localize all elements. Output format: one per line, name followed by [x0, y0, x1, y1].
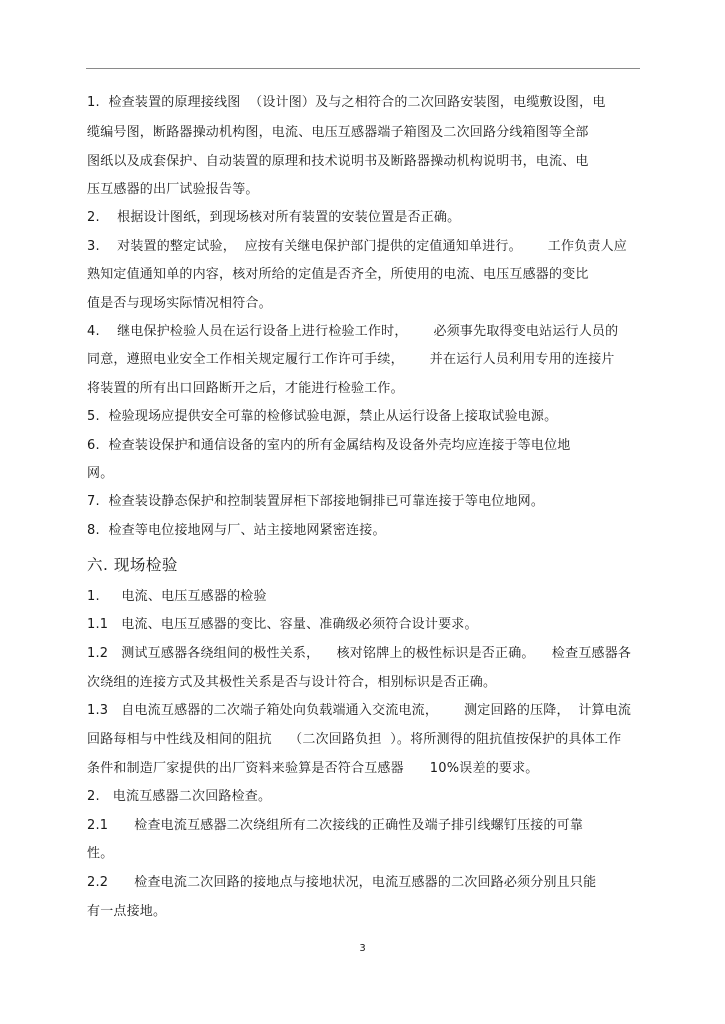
paragraph-line: 5. 检验现场应提供安全可靠的检修试验电源，禁止从运行设备上接取试验电源。: [87, 409, 558, 424]
paragraph-line: 熟知定值通知单的内容，核对所给的定值是否齐全，所使用的电流、电压互感器的变比: [87, 267, 589, 282]
paragraph-line: 1. 检查装置的原理接线图 （设计图）及与之相符合的二次回路安装图，电缆敷设图，电: [87, 95, 606, 110]
paragraph-line: 2.2 检查电流二次回路的接地点与接地状况，电流互感器的二次回路必须分别且只能: [87, 875, 597, 890]
paragraph-line: 将装置的所有出口回路断开之后，才能进行检验工作。: [87, 381, 404, 396]
paragraph-line: 压互感器的出厂试验报告等。: [87, 182, 259, 197]
paragraph-line: 条件和制造厂家提供的出厂资料来验算是否符合互感器 10%误差的要求。: [87, 761, 539, 776]
paragraph-line: 性。: [87, 846, 114, 861]
paragraph-line: 1.3 自电流互感器的二次端子箱处向负载端通入交流电流， 测定回路的压降， 计算电流: [87, 703, 632, 718]
page-number: 3: [359, 943, 366, 954]
paragraph-line: 1.1 电流、电压互感器的变比、容量、准确级必须符合设计要求。: [87, 617, 478, 632]
paragraph-line: 1. 电流、电压互感器的检验: [87, 589, 267, 604]
header-rule: [86, 68, 640, 69]
paragraph-line: 同意，遵照电业安全工作相关规定履行工作许可手续， 并在运行人员利用专用的连接片: [87, 352, 615, 367]
section-heading: 六. 现场检验: [87, 556, 178, 574]
paragraph-line: 网。: [87, 466, 114, 481]
paragraph-line: 值是否与现场实际情况相符合。: [87, 296, 272, 311]
paragraph-line: 3. 对装置的整定试验， 应按有关继电保护部门提供的定值通知单进行。 工作负责人应: [87, 239, 627, 254]
paragraph-line: 6. 检查装设保护和通信设备的室内的所有金属结构及设备外壳均应连接于等电位地: [87, 438, 571, 453]
paragraph-line: 回路每相与中性线及相间的阻抗 （二次回路负担 ）。将所测得的阻抗值按保护的具体工作: [87, 732, 622, 747]
paragraph-line: 2. 电流互感器二次回路检查。: [87, 789, 272, 804]
paragraph-line: 8. 检查等电位接地网与厂、站主接地网紧密连接。: [87, 523, 386, 538]
paragraph-line: 1.2 测试互感器各绕组间的极性关系， 核对铭牌上的极性标识是否正确。 检查互感器各: [87, 646, 632, 661]
paragraph-line: 2. 根据设计图纸，到现场核对所有装置的安装位置是否正确。: [87, 210, 461, 225]
paragraph-line: 有一点接地。: [87, 904, 167, 919]
paragraph-line: 2.1 检查电流互感器二次绕组所有二次接线的正确性及端子排引线螺钉压接的可靠: [87, 818, 584, 833]
paragraph-line: 7. 检查装设静态保护和控制装置屏柜下部接地铜排已可靠连接于等电位地网。: [87, 494, 545, 509]
paragraph-line: 缆编号图，断路器操动机构图，电流、电压互感器端子箱图及二次回路分线箱图等全部: [87, 125, 589, 140]
paragraph-line: 4. 继电保护检验人员在运行设备上进行检验工作时， 必须事先取得变电站运行人员的: [87, 324, 619, 339]
paragraph-line: 图纸以及成套保护、自动装置的原理和技术说明书及断路器操动机构说明书，电流、电: [87, 154, 589, 169]
paragraph-line: 次绕组的连接方式及其极性关系是否与设计符合，相别标识是否正确。: [87, 675, 497, 690]
